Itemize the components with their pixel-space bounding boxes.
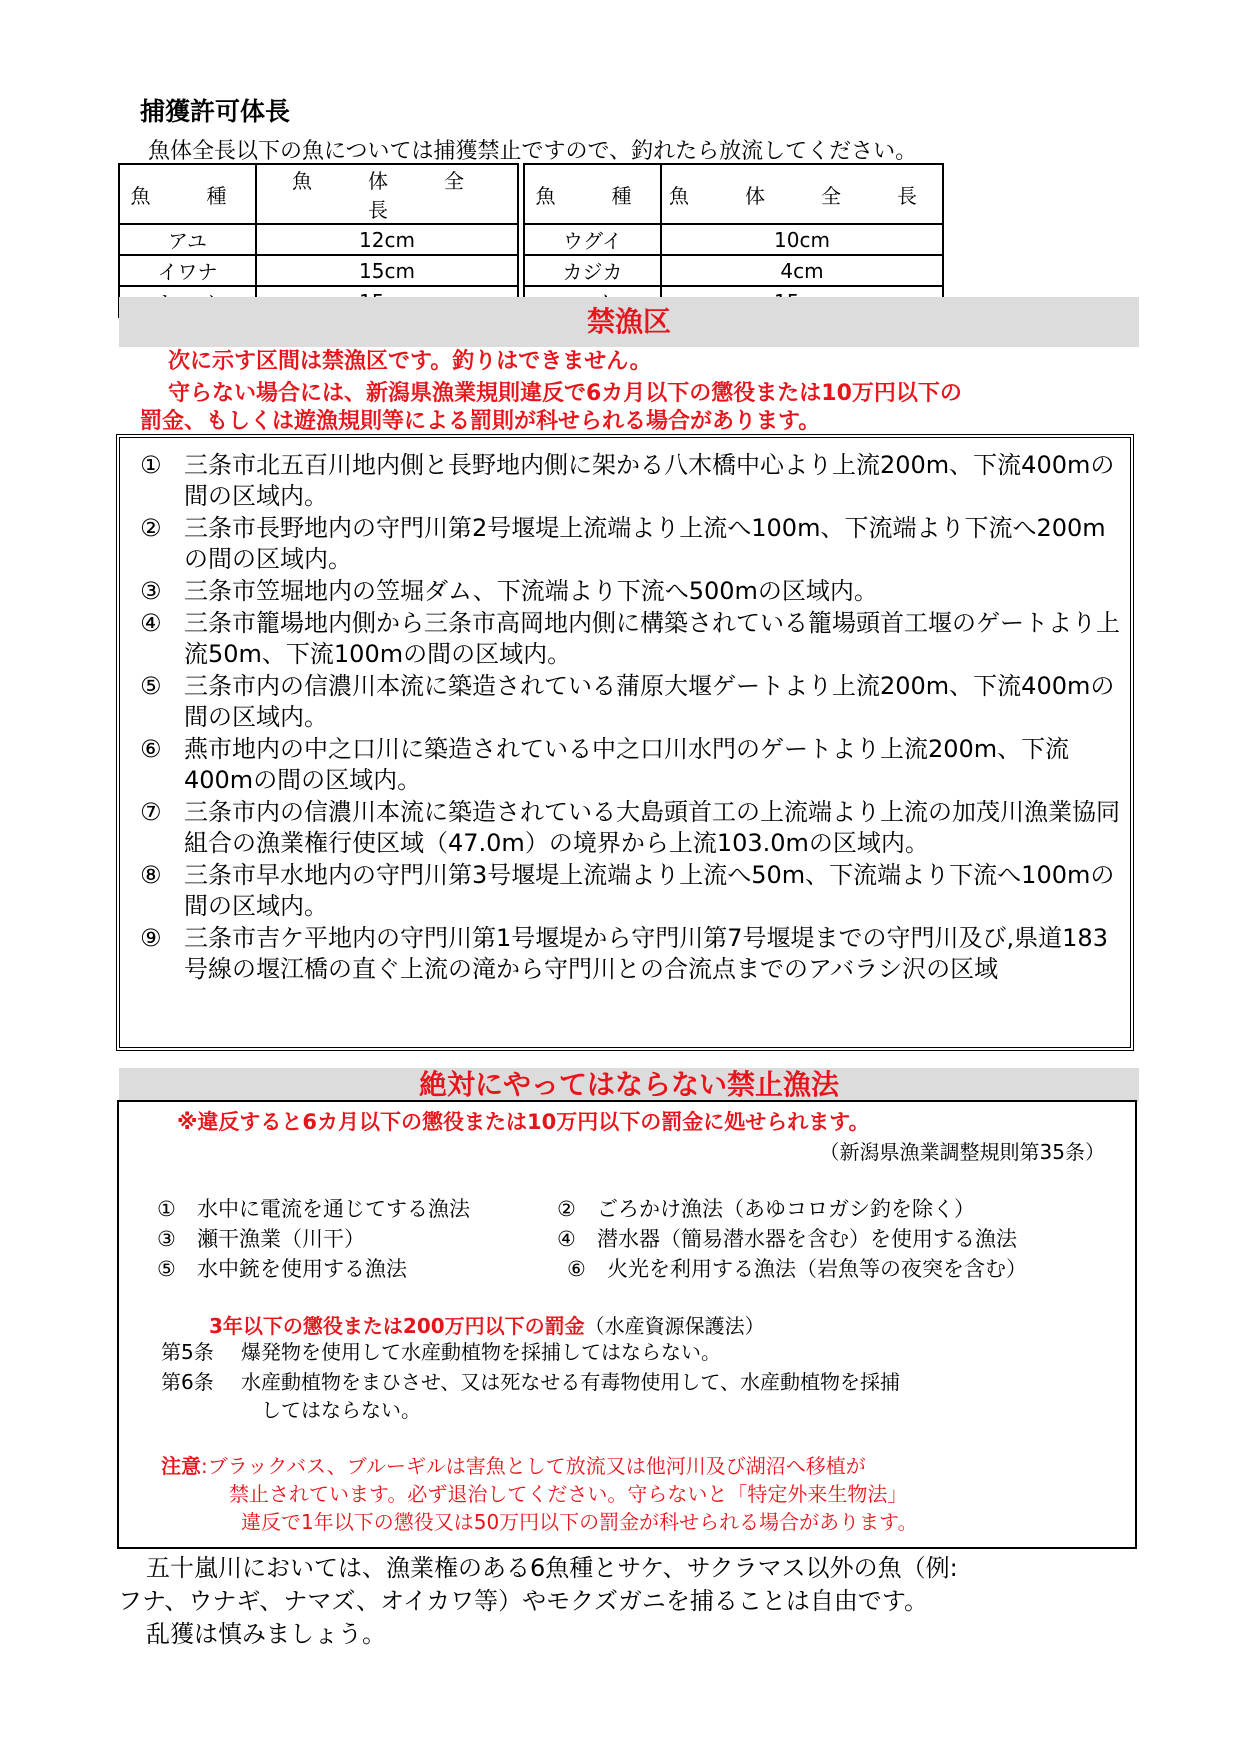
list-item: [140, 608, 1120, 670]
table-header-cell: 魚 体 全 長: [661, 164, 943, 224]
article-label: 第6条: [161, 1370, 214, 1394]
list-item: [157, 1254, 557, 1284]
penalty-line: [209, 1310, 765, 1339]
list-item: [140, 450, 1120, 512]
zone-number: ⑥: [140, 735, 162, 763]
table-cell: カジカ: [524, 255, 661, 286]
no-fishing-notice-line1: [140, 346, 652, 378]
table-header-row: [119, 164, 943, 224]
notice-emphasis: 禁漁区: [322, 349, 389, 374]
footer-line: 五十嵐川においては、漁業権のある6魚種とサケ、サクラマス以外の魚（例:: [146, 1554, 958, 1582]
table-cell: アユ: [119, 224, 256, 255]
table-cell: イワナ: [119, 255, 256, 286]
no-fishing-heading-bar: [119, 297, 1139, 347]
list-item: [157, 1224, 557, 1254]
article-6: [161, 1368, 900, 1424]
table-cell: 4cm: [661, 255, 943, 286]
method-number: ①: [157, 1197, 176, 1221]
caution-text: 禁止されています。必ず退治してください。守らないと「特定外来生物法」: [229, 1482, 908, 1506]
article-label: 第5条: [161, 1340, 214, 1364]
no-fishing-zone-box: [116, 434, 1134, 1051]
table-cell: 15cm: [256, 255, 518, 286]
article-text: 水産動植物をまひさせ、又は死なせる有毒物使用して、水産動植物を採捕: [241, 1370, 900, 1394]
caution-label: 注意: [161, 1454, 201, 1478]
table-header-cell: 魚 種: [119, 164, 256, 224]
zone-number: ②: [140, 514, 162, 542]
method-number: ⑤: [157, 1257, 176, 1281]
list-item: [557, 1224, 1077, 1254]
method-number: ④: [557, 1227, 576, 1251]
zone-list: [140, 450, 1120, 986]
footer-note: [118, 1552, 1124, 1651]
method-text: 火光を利用する漁法（岩魚等の夜突を含む）: [607, 1257, 1027, 1281]
zone-text: 三条市笠堀地内の笠堀ダム、下流端より下流へ500mの区域内。: [184, 577, 878, 605]
methods-list: [157, 1194, 1087, 1284]
list-item: [557, 1254, 1087, 1284]
prohibited-methods-heading-bar: [119, 1068, 1139, 1102]
zone-number: ⑤: [140, 672, 162, 700]
method-text: 瀬干漁業（川干）: [197, 1227, 365, 1251]
zone-text: 三条市吉ケ平地内の守門川第1号堰堤から守門川第7号堰堤までの守門川及び,県道183号線の堰江橋の直ぐ上流の滝から守門川との合流点までのアバラシ沢の区域: [184, 924, 1108, 983]
table-cell: ウグイ: [524, 224, 661, 255]
article-5: [161, 1338, 721, 1366]
notice-text: 次に示す区間は: [168, 349, 323, 374]
table-cell: 12cm: [256, 224, 518, 255]
article-text: 爆発物を使用して水産動植物を採捕してはならない。: [241, 1340, 721, 1364]
no-fishing-heading: 禁漁区: [586, 305, 671, 338]
list-item: [157, 1194, 557, 1224]
list-item: [140, 923, 1120, 985]
table-row: [119, 224, 943, 255]
zone-text: 三条市北五百川地内側と長野地内側に架かる八木橋中心より上流200m、下流400mの間の区域内。: [184, 451, 1115, 510]
zone-text: 三条市長野地内の守門川第2号堰堤上流端より上流へ100m、下流端より下流へ200mの間の区域内。: [184, 514, 1106, 573]
zone-text: 三条市内の信濃川本流に築造されている蒲原大堰ゲートより上流200m、下流400mの間の区域内。: [184, 672, 1115, 731]
table-cell: 10cm: [661, 224, 943, 255]
table-header-cell: 魚 種: [524, 164, 661, 224]
zone-number: ⑦: [140, 798, 162, 826]
article-text: してはならない。: [261, 1398, 421, 1422]
method-text: 水中に電流を通じてする漁法: [197, 1197, 470, 1221]
zone-text: 三条市籠場地内側から三条市高岡地内側に構築されている籠場頭首工堰のゲートより上流50m、下流100mの間の区域内。: [184, 609, 1120, 668]
list-item: [140, 860, 1120, 922]
methods-warning: ※違反すると6カ月以下の懲役または10万円以下の罰金に処せられます。: [177, 1110, 870, 1134]
zone-text: 三条市早水地内の守門川第3号堰堤上流端より上流へ50m、下流端より下流へ100mの間の区域内。: [184, 861, 1115, 920]
footer-line: フナ、ウナギ、ナマズ、オイカワ等）やモクズガニを捕ることは自由です。: [118, 1587, 928, 1615]
zone-text: 燕市地内の中之口川に築造されている中之口川水門のゲートより上流200m、下流400mの間の区域内。: [184, 735, 1070, 794]
no-fishing-notice-line3: 罰金、もしくは遊漁規則等による罰則が科せられる場合があります。: [140, 409, 821, 434]
list-item: [557, 1194, 1077, 1224]
method-text: 水中銃を使用する漁法: [197, 1257, 407, 1281]
list-item: [140, 513, 1120, 575]
size-limits-table: [118, 163, 944, 318]
size-limits-note: 魚体全長以下の魚については捕獲禁止ですので、釣れたら放流してください。: [148, 139, 918, 164]
method-text: 潜水器（簡易潜水器を含む）を使用する漁法: [597, 1227, 1017, 1251]
no-fishing-notice-line2: 守らない場合には、新潟県漁業規則違反で6カ月以下の懲役または10万円以下の: [168, 381, 962, 406]
zone-number: ⑧: [140, 861, 162, 889]
zone-number: ④: [140, 609, 162, 637]
prohibited-methods-heading: 絶対にやってはならない禁止漁法: [418, 1068, 839, 1101]
list-item: [140, 734, 1120, 796]
caution-note: [161, 1452, 918, 1536]
table-header-cell: 魚 体 全 長: [256, 164, 518, 224]
list-item: [140, 797, 1120, 859]
zone-number: ③: [140, 577, 162, 605]
notice-text: です。: [388, 349, 453, 374]
caution-text: 違反で1年以下の懲役又は50万円以下の罰金が科せられる場合があります。: [241, 1510, 918, 1534]
caution-text: :ブラックバス、ブルーギルは害魚として放流又は他河川及び湖沼へ移植が: [201, 1454, 866, 1478]
zone-text: 三条市内の信濃川本流に築造されている大島頭首工の上流端より上流の加茂川漁業協同組合の漁業権行使区域（47.0m）の境界から上流103.0mの区域内。: [184, 798, 1120, 857]
penalty-law: （水産資源保護法）: [584, 1314, 765, 1338]
method-number: ⑥: [567, 1257, 586, 1281]
table-row: [119, 255, 943, 286]
method-text: ごろかけ漁法（あゆコロガシ釣を除く）: [597, 1197, 975, 1221]
prohibited-methods-box: [117, 1100, 1137, 1549]
methods-law-reference: （新潟県漁業調整規則第35条）: [819, 1140, 1105, 1164]
footer-line: 乱獲は慎みましょう。: [146, 1620, 386, 1648]
penalty-text: 3年以下の懲役または200万円以下の罰金: [209, 1314, 585, 1338]
list-item: [140, 576, 1120, 607]
list-item: [140, 671, 1120, 733]
notice-emphasis: 釣りはできません。: [452, 349, 652, 374]
method-number: ③: [157, 1227, 176, 1251]
method-number: ②: [557, 1197, 576, 1221]
size-limits-title: 捕獲許可体長: [140, 97, 291, 126]
zone-number: ①: [140, 451, 162, 479]
zone-number: ⑨: [140, 924, 162, 952]
